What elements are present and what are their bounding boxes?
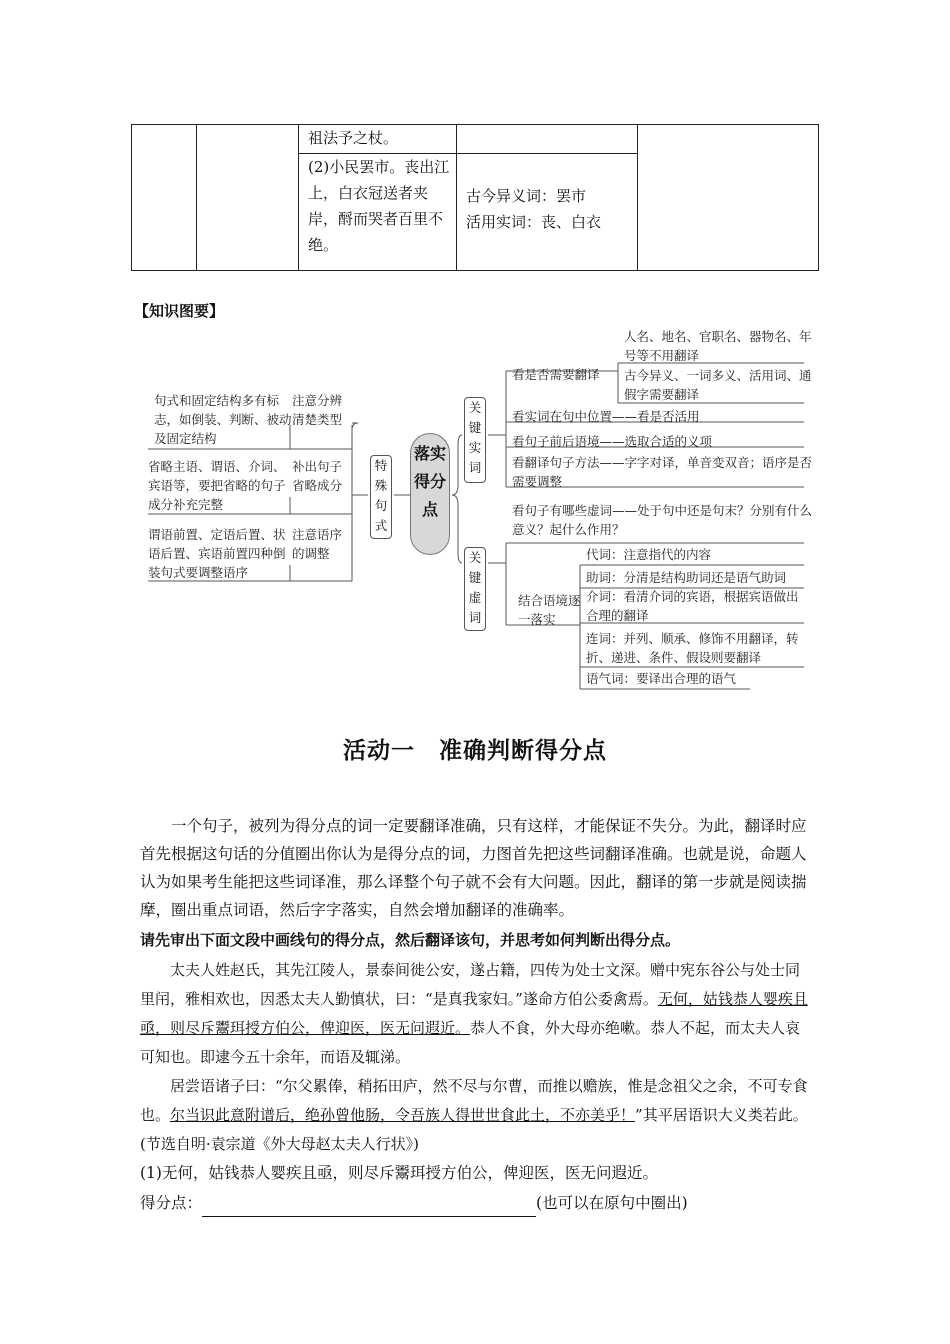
mindmap-left-desc: 省略主语、谓语、介词、宾语等，要把省略的句子成分补充完整 [148,459,286,512]
table-divider [456,125,457,270]
mindmap-node: 看实词在句中位置——看是否活用 [512,409,700,424]
mindmap-node: 看句子前后语境——选取合适的义项 [512,434,713,449]
mindmap-left-label: 注意语序的调整 [292,527,343,561]
top-table [131,124,819,271]
passage-text: 居尝语诸子曰：“尔父累俸，稍拓田庐，然不尽与尔曹，而推以赡族，惟是念祖父之余，不可专食也。 [140,1077,808,1124]
answer-hint: (也可以在原句中圈出) [536,1194,688,1212]
table-divider [196,125,197,270]
note-line: 古今异义词：罢市 [466,187,587,205]
mindmap-node: 看是否需要翻译 [512,367,600,382]
mindmap-left-desc: 谓语前置、定语后置、状语后置、宾语前置四种倒装句式要调整语序 [148,527,286,580]
note-line: 活用实词：丧、白衣 [466,213,602,231]
question-1: (1)无何，姑钱恭人婴疾且亟，则尽斥鬻珥授方伯公，俾迎医，医无问遐近。 [140,1164,658,1182]
mindmap-left-label: 补出句子省略成分 [292,459,343,493]
mindmap-node: 人名、地名、官职名、器物名、年号等不用翻译 [624,329,812,363]
activity-heading: 活动一 准确判断得分点 [343,738,607,764]
table-cell-note [466,183,636,235]
mindmap-node: 助词：分清是结构助词还是语气助词 [586,570,787,585]
answer-blank[interactable] [202,1198,536,1217]
table-divider [298,125,299,270]
passage-text: 太夫人姓赵氏，其先江陵人，景泰间徙公安，遂占籍，四传为处士文深。赠中宪东谷公与处士同里闬，雅相欢也，因悉太夫人勤慎状，曰：“是真我家妇。”遂命方伯公委禽焉。 [140,961,801,1008]
intro-paragraph: 一个句子，被列为得分点的词一定要翻译准确，只有这样，才能保证不失分。为此，翻译时应首先根据这句话的分值圈出你认为是得分点的词，力图首先把这些词翻译准确。也就是说，命题人认为如果考生能把这些词译准，那么译整个句子就不会有大问题。因此，翻译的第一步就是阅读揣摩，圈出重点词语，然后字字落实，自然会增加翻译的准确率。 [140,817,807,919]
knowledge-mindmap [140,325,820,695]
mindmap-left-desc: 句式和固定结构多有标志，如倒装、判断、被动及固定结构 [154,393,292,446]
mindmap-node: 看翻译句子方法——字字对译，单音变双音；语序是否需要调整 [512,455,813,489]
mindmap-node: 代词：注意指代的内容 [586,547,712,562]
underlined-sentence: 无何，姑钱恭人婴疾且亟，则尽斥鬻珥授方伯公，俾迎医，医无问遐近。 [140,990,808,1037]
passage-text: 恭人不食，外大母亦绝嗽。恭人不起，而太夫人哀可知也。即逮今五十余年，而语及辄涕。 [140,1019,801,1066]
mindmap-left-label: 注意分辨清楚类型 [292,393,343,427]
passage-text: ”其平居语识大义类若此。(节选自明·袁宗道《外大母赵太夫人行状》) [140,1106,808,1153]
mindmap-branch-key-function: 关键虚词 [464,547,486,631]
table-divider [637,125,638,270]
mindmap-node: 古今异义、一词多义、活用词、通假字需要翻译 [624,368,812,402]
passage-paragraph-1 [140,956,812,1072]
mindmap-branch-special-syntax: 特殊句式 [370,455,392,539]
answer-line [140,1189,812,1217]
section-label: 【知识图要】 [134,302,225,320]
passage-paragraph-2 [140,1072,812,1159]
mindmap-center-node: 落实得分点 [410,433,450,555]
mindmap-branch-key-notional: 关键实词 [464,397,486,483]
table-cell-example: 祖法予之杖。 [308,129,399,147]
mindmap-node: 介词：看清介词的宾语，根据宾语做出合理的翻译 [586,589,799,623]
answer-label: 得分点： [140,1194,203,1212]
mindmap-node: 结合语境逐一落实 [518,593,581,627]
mindmap-node: 连词：并列、顺承、修饰不用翻译，转折、递进、条件、假设则要翻译 [586,631,799,665]
table-cell-example: (2)小民罢市。丧出江上，白衣冠送者夹岸，酹而哭者百里不绝。 [308,158,450,254]
instruction: 请先审出下面文段中画线句的得分点，然后翻译该句，并思考如何判断出得分点。 [140,931,681,949]
underlined-sentence: 尔当识此意附谱后，绝孙曾他肠，令吾族人得世世食此土，不亦美乎！ [170,1106,636,1124]
mindmap-node: 语气词：要译出合理的语气 [586,671,737,686]
mindmap-node: 看句子有哪些虚词——处于句中还是句末？分别有什么意义？起什么作用？ [512,503,813,537]
